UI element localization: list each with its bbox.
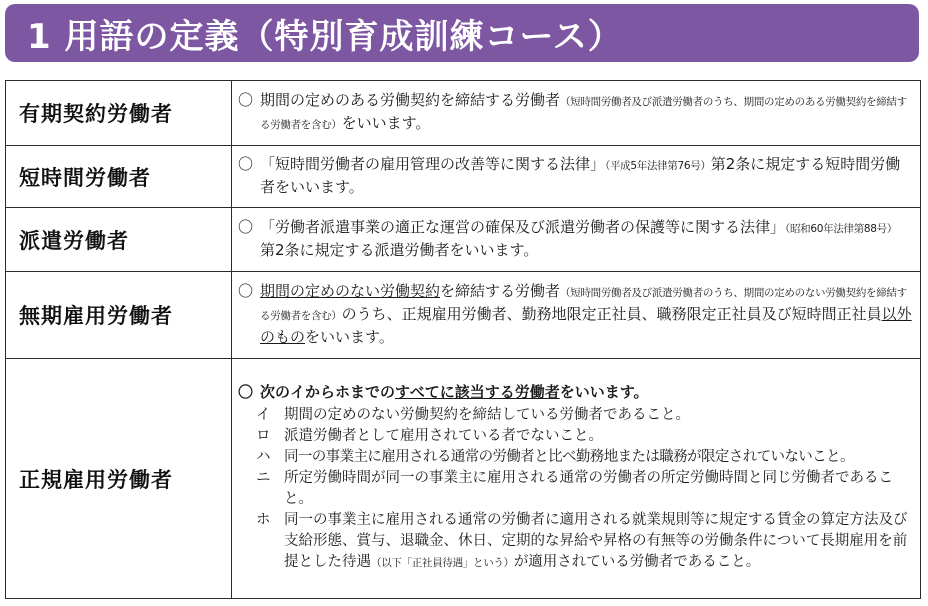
circle-marker: 〇 <box>238 155 254 173</box>
table-row <box>6 208 921 272</box>
term-cell: 無期雇用労働者 <box>6 272 232 359</box>
table-row <box>6 146 921 208</box>
circle-marker: 〇 <box>238 383 254 401</box>
list-item: ロ 派遣労働者として雇用されている者でないこと。 <box>256 428 603 444</box>
circle-marker: 〇 <box>238 282 254 300</box>
page-title: 1 用語の定義（特別育成訓練コース） <box>5 4 919 62</box>
list-item: ハ 同一の事業主に雇用される通常の労働者と比べ勤務地または職務が限定されていないこと。 <box>256 449 854 465</box>
table-row <box>6 272 921 359</box>
table-row <box>6 81 921 146</box>
definition-cell: 〇 次のイからホまでのすべてに該当する労働者をいいます。 イ 期間の定めのない労働契約を締結している労働者であること。 ロ 派遣労働者として雇用されている者でないこと。 ハ 同一の事業主に雇用される通常の労働者と比べ勤務地または職務が限定されていないこと。 ニ 所定労働時間が同一の事業主に雇用される通常の労働者の所定労働時間と同じ労働者であること。 ホ 同一の事業主に雇用される通常の労働者に適用される就業規則等に規定する賃金の算定方法及び支給形態、賞与、退職金、休日、定期的な昇給や昇格の有無等の労働条件について長期雇用を前提とした待遇（以下「正社員待遇」という）が適用されている労働者であること。 <box>232 359 921 599</box>
term-cell: 短時間労働者 <box>6 146 232 208</box>
term-cell: 有期契約労働者 <box>6 81 232 146</box>
definition-cell: 〇 「短時間労働者の雇用管理の改善等に関する法律」（平成5年法律第76号）第2条に規定する短時間労働者をいいます。 <box>232 146 921 208</box>
definition-cell: 〇 期間の定めのある労働契約を締結する労働者（短時間労働者及び派遣労働者のうち、期間の定めのある労働契約を締結する労働者を含む）をいいます。 <box>232 81 921 146</box>
list-item: イ 期間の定めのない労働契約を締結している労働者であること。 <box>256 407 690 423</box>
definition-cell: 〇 期間の定めのない労働契約を締結する労働者（短時間労働者及び派遣労働者のうち、期間の定めのない労働契約を締結する労働者を含む）のうち、正規雇用労働者、勤務地限定正社員、職務限定正社員及び短時間正社員以外のものをいいます。 <box>232 272 921 359</box>
list-item: ホ 同一の事業主に雇用される通常の労働者に適用される就業規則等に規定する賃金の算定方法及び支給形態、賞与、退職金、休日、定期的な昇給や昇格の有無等の労働条件について長期雇用を前提とした待遇（以下「正社員待遇」という）が適用されている労働者であること。 <box>256 512 908 570</box>
term-cell: 正規雇用労働者 <box>6 359 232 599</box>
list-item: ニ 所定労働時間が同一の事業主に雇用される通常の労働者の所定労働時間と同じ労働者であること。 <box>256 470 893 507</box>
circle-marker: 〇 <box>238 90 254 109</box>
definitions-table <box>5 80 921 599</box>
term-cell: 派遣労働者 <box>6 208 232 272</box>
circle-marker: 〇 <box>238 218 254 236</box>
definition-cell: 〇 「労働者派遣事業の適正な運営の確保及び派遣労働者の保護等に関する法律」（昭和60年法律第88号）第2条に規定する派遣労働者をいいます。 <box>232 208 921 272</box>
table-row <box>6 359 921 599</box>
